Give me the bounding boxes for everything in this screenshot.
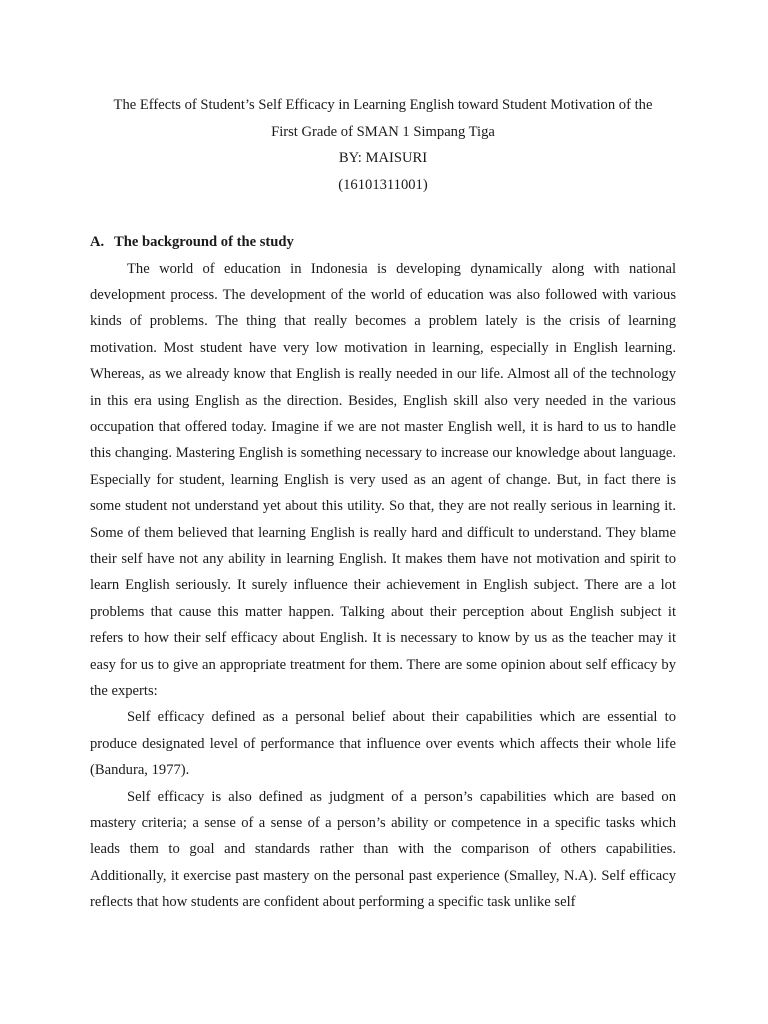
section-letter: A. xyxy=(90,234,105,250)
title-block xyxy=(90,92,676,198)
author-line: BY: MAISURI xyxy=(338,150,428,166)
title-line-1: The Effects of Student’s Self Efficacy in Learning English toward Student Motivation of the xyxy=(113,97,653,113)
paragraph-background: The world of education in Indonesia is developing dynamically along with national development process. The development of the world of education was also followed with various kinds of problems. The thing that really becomes a problem lately is the crisis of learning motivation. Most student have very low motivation in learning, especially in English learning. Whereas, as we already know that English is really needed in our life. Almost all of the technology in this era using English as the direction. Besides, English skill also very needed in the various occupation that offered today. Imagine if we are not master English well, it is hard to us to handle this changing. Mastering English is something necessary to increase our knowledge about language. Especially for student, learning English is very used as an agent of change. But, in fact there is some student not understand yet about this utility. So that, they are not really serious in learning it. Some of them believed that learning English is really hard and difficult to understand. They blame their self have not any ability in learning English. It makes them have not motivation and spirit to learn English seriously. It surely influence their achievement in English subject. There are a lot problems that cause this matter happen. Talking about their perception about English subject it refers to how their self efficacy about English. It is necessary to know by us as the teacher may it easy for us to give an appropriate treatment for them. There are some opinion about self efficacy by the experts: xyxy=(90,260,676,699)
section-heading xyxy=(90,229,676,256)
student-id-line: (16101311001) xyxy=(338,176,428,193)
section-heading-text: The background of the study xyxy=(114,234,294,250)
paragraph-bandura-definition: Self efficacy defined as a personal belief about their capabilities which are essential to produce designated level of performance that influence over events which affects their whole life (Bandura, 1977). xyxy=(90,709,676,779)
paragraph-smalley-definition: Self efficacy is also defined as judgment of a person’s capabilities which are based on mastery criteria; a sense of a sense of a person’s ability or competence in a specific tasks which leads them to goal and standards rather than with the comparison of others capabilities. Additionally, it exercise past mastery on the personal past experience (Smalley, N.A). Self efficacy reflects that how students are confident about performing a specific task unlike self xyxy=(90,788,676,911)
title-line-2: First Grade of SMAN 1 Simpang Tiga xyxy=(271,123,495,140)
